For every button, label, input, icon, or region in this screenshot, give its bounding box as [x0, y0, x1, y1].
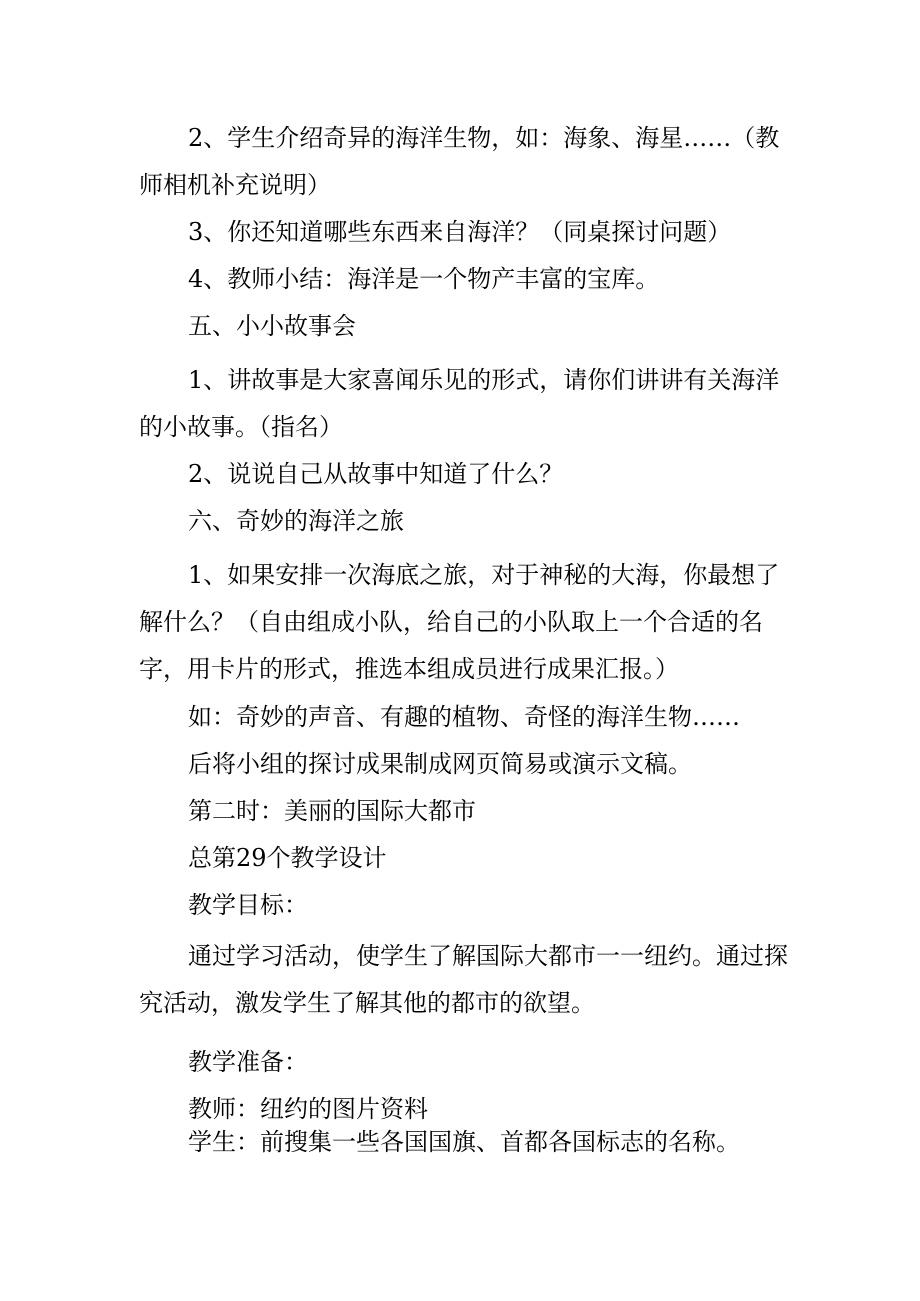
section-heading-storytelling: 五、小小故事会 [188, 312, 356, 340]
heading-teaching-preparation: 教学准备： [188, 1048, 308, 1076]
paragraph-item-2-marine-life: 2、学生介绍奇异的海洋生物，如：海象、海星……（教师相机补充说明） [139, 124, 780, 199]
paragraph-examples: 如：奇妙的声音、有趣的植物、奇怪的海洋生物…… [188, 703, 740, 731]
paragraph-storytelling-task: 1、讲故事是大家喜闻乐见的形式，请你们讲讲有关海洋的小故事。（指名） [139, 366, 780, 441]
heading-teaching-goals: 教学目标： [188, 891, 308, 919]
paragraph-item-3-ocean-things: 3、你还知道哪些东西来自海洋？（同桌探讨问题） [188, 218, 732, 246]
section-heading-ocean-journey: 六、奇妙的海洋之旅 [188, 507, 404, 535]
lesson-number: 总第29个教学设计 [188, 844, 387, 872]
paragraph-teacher-materials: 教师：纽约的图片资料 [188, 1095, 428, 1123]
paragraph-teacher-summary: 4、教师小结：海洋是一个物产丰富的宝库。 [188, 265, 660, 293]
lesson-title: 第二时：美丽的国际大都市 [188, 797, 476, 825]
paragraph-undersea-trip: 1、如果安排一次海底之旅，对于神秘的大海，你最想了解什么？（自由组成小队，给自己的小队取上一个合适的名字，用卡片的形式，推选本组成员进行成果汇报。） [139, 561, 780, 683]
paragraph-group-output: 后将小组的探讨成果制成网页简易或演示文稿。 [188, 750, 692, 778]
paragraph-student-materials: 学生：前搜集一些各国国旗、首都各国标志的名称。 [188, 1128, 740, 1156]
paragraph-story-reflection: 2、说说自己从故事中知道了什么？ [188, 460, 564, 488]
paragraph-teaching-goals: 通过学习活动，使学生了解国际大都市一一纽约。通过探究活动，激发学生了解其他的都市的欲望。 [139, 942, 788, 1017]
